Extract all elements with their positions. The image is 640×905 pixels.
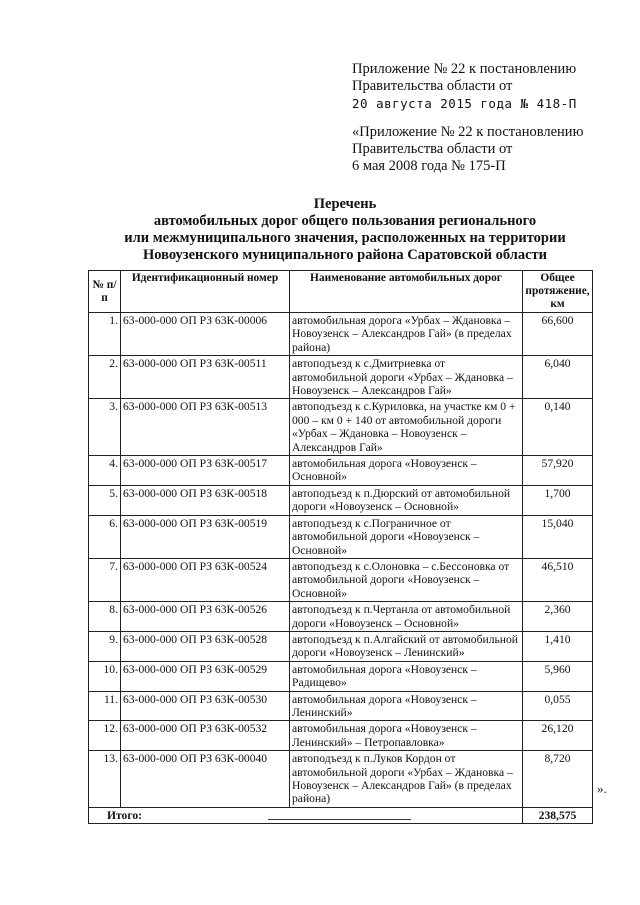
row-id: 63-000-000 ОП РЗ 63К-00532 bbox=[121, 721, 290, 751]
row-num: 13. bbox=[89, 751, 121, 808]
appendix-line-2: Правительства области от bbox=[352, 78, 513, 94]
table-row bbox=[89, 602, 593, 632]
row-id: 63-000-000 ОП РЗ 63К-00517 bbox=[121, 456, 290, 486]
table-row bbox=[89, 661, 593, 691]
table-row bbox=[89, 515, 593, 558]
appendix-date-stamp: 20 августа 2015 года № 418-П bbox=[352, 96, 577, 111]
roads-table bbox=[88, 270, 593, 824]
title-line-3: или межмуниципального значения, расположенных на территории bbox=[124, 230, 566, 246]
row-name: автомобильная дорога «Новоузенск – Ленинский» bbox=[290, 691, 523, 721]
row-length: 0,055 bbox=[523, 691, 593, 721]
row-num: 12. bbox=[89, 721, 121, 751]
row-num: 1. bbox=[89, 313, 121, 356]
row-length: 66,600 bbox=[523, 313, 593, 356]
row-id: 63-000-000 ОП РЗ 63К-00040 bbox=[121, 751, 290, 808]
row-num: 5. bbox=[89, 485, 121, 515]
row-id: 63-000-000 ОП РЗ 63К-00511 bbox=[121, 356, 290, 399]
row-num: 11. bbox=[89, 691, 121, 721]
title-line-1: Перечень bbox=[313, 196, 377, 212]
row-id: 63-000-000 ОП РЗ 63К-00518 bbox=[121, 485, 290, 515]
bottom-divider bbox=[268, 819, 411, 820]
row-id: 63-000-000 ОП РЗ 63К-00519 bbox=[121, 515, 290, 558]
title-line-2: автомобильных дорог общего пользования регионального bbox=[153, 213, 537, 229]
previous-appendix-line-1: «Приложение № 22 к постановлению bbox=[352, 124, 584, 140]
closing-quote-mark: ». bbox=[597, 781, 607, 796]
header-length: Общее протяжение, км bbox=[523, 271, 593, 313]
row-id: 63-000-000 ОП РЗ 63К-00530 bbox=[121, 691, 290, 721]
header-num: № п/п bbox=[89, 271, 121, 313]
document-title bbox=[90, 196, 600, 264]
row-num: 3. bbox=[89, 399, 121, 456]
row-length: 46,510 bbox=[523, 558, 593, 601]
row-length: 1,410 bbox=[523, 631, 593, 661]
table-row bbox=[89, 691, 593, 721]
table-row bbox=[89, 631, 593, 661]
row-name: автоподъезд к п.Дюрский от автомобильной дороги «Новоузенск – Основной» bbox=[290, 485, 523, 515]
row-num: 6. bbox=[89, 515, 121, 558]
total-value: 238,575 bbox=[523, 807, 593, 823]
previous-appendix-line-3: 6 мая 2008 года № 175-П bbox=[352, 158, 506, 174]
row-length: 8,720 bbox=[523, 751, 593, 808]
row-name: автоподъезд к с.Олоновка – с.Бессоновка от автомобильной дороги «Новоузенск – Основной» bbox=[290, 558, 523, 601]
row-num: 2. bbox=[89, 356, 121, 399]
row-num: 7. bbox=[89, 558, 121, 601]
row-id: 63-000-000 ОП РЗ 63К-00529 bbox=[121, 661, 290, 691]
previous-appendix-header bbox=[352, 124, 632, 175]
row-length: 57,920 bbox=[523, 456, 593, 486]
table-header-row bbox=[89, 271, 593, 313]
row-name: автоподъезд к с.Пограничное от автомобильной дороги «Новоузенск – Основной» bbox=[290, 515, 523, 558]
row-id: 63-000-000 ОП РЗ 63К-00524 bbox=[121, 558, 290, 601]
row-id: 63-000-000 ОП РЗ 63К-00513 bbox=[121, 399, 290, 456]
table-row bbox=[89, 558, 593, 601]
appendix-header bbox=[352, 61, 632, 112]
row-length: 5,960 bbox=[523, 661, 593, 691]
row-name: автоподъезд к с.Дмитриевка от автомобильной дороги «Урбах – Ждановка – Новоузенск – Александров Гай» bbox=[290, 356, 523, 399]
row-num: 4. bbox=[89, 456, 121, 486]
header-name: Наименование автомобильных дорог bbox=[290, 271, 523, 313]
title-line-4: Новоузенского муниципального района Саратовской области bbox=[142, 247, 548, 263]
table-row bbox=[89, 313, 593, 356]
total-label: Итого: bbox=[89, 807, 523, 823]
appendix-line-1: Приложение № 22 к постановлению bbox=[352, 61, 577, 77]
row-name: автоподъезд к п.Алгайский от автомобильной дороги «Новоузенск – Ленинский» bbox=[290, 631, 523, 661]
row-length: 15,040 bbox=[523, 515, 593, 558]
row-id: 63-000-000 ОП РЗ 63К-00006 bbox=[121, 313, 290, 356]
previous-appendix-line-2: Правительства области от bbox=[352, 141, 513, 157]
table-row bbox=[89, 456, 593, 486]
row-id: 63-000-000 ОП РЗ 63К-00528 bbox=[121, 631, 290, 661]
table-row bbox=[89, 356, 593, 399]
row-name: автоподъезд к п.Чертанла от автомобильной дороги «Новоузенск – Основной» bbox=[290, 602, 523, 632]
row-name: автоподъезд к п.Луков Кордон от автомобильной дороги «Урбах – Ждановка – Новоузенск – Александров Гай» (в пределах района) bbox=[290, 751, 523, 808]
total-row bbox=[89, 807, 593, 823]
row-length: 6,040 bbox=[523, 356, 593, 399]
row-length: 0,140 bbox=[523, 399, 593, 456]
table-row bbox=[89, 485, 593, 515]
row-name: автомобильная дорога «Новоузенск – Основной» bbox=[290, 456, 523, 486]
row-num: 8. bbox=[89, 602, 121, 632]
row-num: 9. bbox=[89, 631, 121, 661]
row-length: 26,120 bbox=[523, 721, 593, 751]
row-name: автомобильная дорога «Новоузенск – Радищево» bbox=[290, 661, 523, 691]
row-name: автомобильная дорога «Новоузенск – Ленинский» – Петропавловка» bbox=[290, 721, 523, 751]
row-id: 63-000-000 ОП РЗ 63К-00526 bbox=[121, 602, 290, 632]
table-row bbox=[89, 399, 593, 456]
row-length: 1,700 bbox=[523, 485, 593, 515]
table-row bbox=[89, 721, 593, 751]
row-name: автоподъезд к с.Куриловка, на участке км 0 + 000 – км 0 + 140 от автомобильной дороги «Урбах – Ждановка – Новоузенск – Александров Гай» bbox=[290, 399, 523, 456]
row-length: 2,360 bbox=[523, 602, 593, 632]
table-row bbox=[89, 751, 593, 808]
row-num: 10. bbox=[89, 661, 121, 691]
row-name: автомобильная дорога «Урбах – Ждановка – Новоузенск – Александров Гай» (в пределах района) bbox=[290, 313, 523, 356]
header-id: Идентификационный номер bbox=[121, 271, 290, 313]
